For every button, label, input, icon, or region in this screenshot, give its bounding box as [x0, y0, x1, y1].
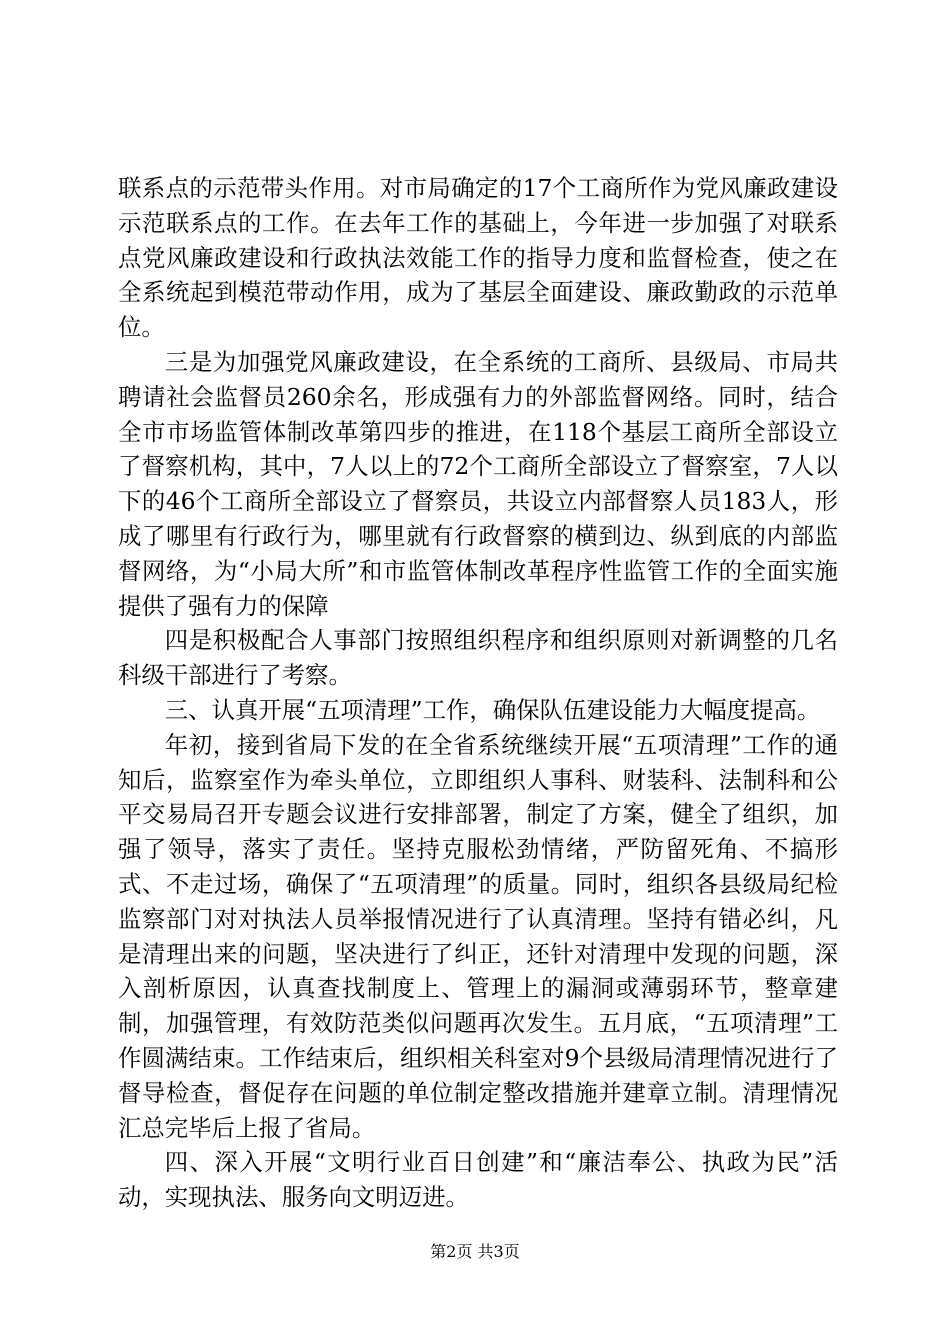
- document-body: [118, 171, 838, 1215]
- paragraph: 年初，接到省局下发的在全省系统继续开展“五项清理”工作的通知后，监察室作为牵头单位，立即组织人事科、财装科、法制科和公平交易局召开专题会议进行安排部署，制定了方案，健全了组织，加强了领导，落实了责任。坚持克服松劲情绪，严防留死角、不搞形式、不走过场，确保了“五项清理”的质量。同时，组织各县级局纪检监察部门对对执法人员举报情况进行了认真清理。坚持有错必纠，凡是清理出来的问题，坚决进行了纠正，还针对清理中发现的问题，深入剖析原因，认真查找制度上、管理上的漏洞或薄弱环节，整章建制，加强管理，有效防范类似问题再次发生。五月底，“五项清理”工作圆满结束。工作结束后，组织相关科室对9个县级局清理情况进行了督导检查，督促存在问题的单位制定整改措施并建章立制。清理情况汇总完毕后上报了省局。: [118, 730, 838, 1142]
- paragraph: 联系点的示范带头作用。对市局确定的17个工商所作为党风廉政建设示范联系点的工作。在去年工作的基础上，今年进一步加强了对联系点党风廉政建设和行政执法效能工作的指导力度和监督检查，使之在全系统起到模范带动作用，成为了基层全面建设、廉政勤政的示范单位。: [118, 174, 838, 342]
- section-heading: 四、深入开展“文明行业百日创建”和“廉洁奉公、执政为民”活动，实现执法、服务向文明迈进。: [118, 1148, 838, 1212]
- section-heading: 三、认真开展“五项清理”工作，确保队伍建设能力大幅度提高。: [164, 695, 821, 724]
- page-footer: [0, 1242, 950, 1262]
- paragraph: 四是积极配合人事部门按照组织程序和组织原则对新调整的几名科级干部进行了考察。: [118, 626, 838, 690]
- page-number-label: 第2页 共3页: [430, 1242, 520, 1261]
- paragraph: 三是为加强党风廉政建设，在全系统的工商所、县级局、市局共聘请社会监督员260余名，形成强有力的外部监督网络。同时，结合全市市场监管体制改革第四步的推进，在118个基层工商所全部设立了督察机构，其中，7人以上的72个工商所全部设立了督察室，7人以下的46个工商所全部设立了督察员，共设立内部督察人员183人，形成了哪里有行政行为，哪里就有行政督察的横到边、纵到底的内部监督网络，为“小局大所”和市监管体制改革程序性监管工作的全面实施提供了强有力的保障: [118, 347, 838, 620]
